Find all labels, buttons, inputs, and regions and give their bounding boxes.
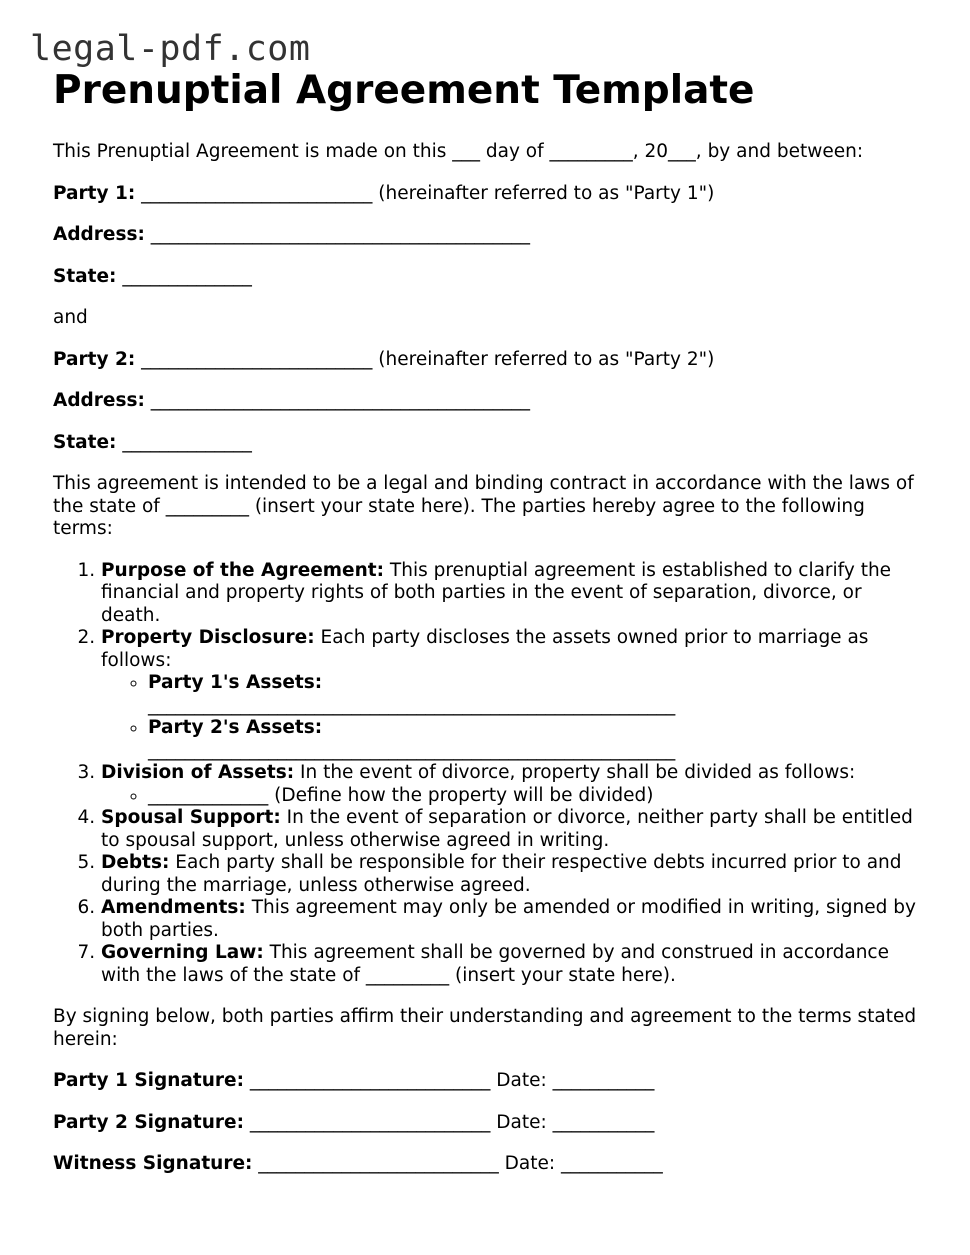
party1-name-field	[53, 183, 923, 206]
term-heading: Division of Assets:	[101, 762, 295, 783]
sub-heading: Party 1's Assets:	[148, 672, 323, 693]
sub-heading: Party 2's Assets:	[148, 717, 323, 738]
term-heading: Purpose of the Agreement:	[101, 559, 385, 581]
party2-name-label: Party 2:	[53, 348, 136, 370]
party2-state-value: ______________	[116, 431, 252, 453]
blank-line: _________________________________________________________	[148, 694, 676, 716]
party1-name-value: _________________________ (hereinafter referred to as "Party 1")	[135, 182, 715, 204]
term-text: This agreement may only be amended or modified in writing, signed by both parties.	[101, 897, 916, 941]
document-page	[53, 66, 923, 1195]
term-item	[101, 807, 923, 852]
preamble-paragraph: This agreement is intended to be a legal and binding contract in accordance with the laws of the state of _________ (insert your state here). The parties hereby agree to the following terms:	[53, 473, 914, 539]
term-text: Each party shall be responsible for their respective debts incurred prior to and during the marriage, unless otherwise agreed.	[101, 852, 902, 896]
party1-state-value: ______________	[116, 265, 252, 287]
party1-address-value: _________________________________________	[144, 224, 531, 245]
term-text: This prenuptial agreement is established to clarify the financial and property rights of both parties in the event of separation, divorce, or death.	[101, 559, 892, 626]
signature-label: Party 1 Signature:	[53, 1070, 244, 1091]
term-item	[101, 627, 923, 762]
assets-sublist	[101, 672, 923, 762]
party1-name-label: Party 1:	[53, 182, 136, 204]
party2-address-value: _________________________________________	[144, 390, 531, 411]
sub-item	[148, 672, 923, 717]
document-title: Prenuptial Agreement Template	[53, 68, 755, 113]
closing-paragraph: By signing below, both parties affirm their understanding and agreement to the terms stated herein:	[53, 1006, 917, 1050]
signature-label: Witness Signature:	[53, 1153, 253, 1174]
term-text: In the event of divorce, property shall be divided as follows:	[294, 762, 856, 783]
term-heading: Governing Law:	[101, 942, 264, 963]
term-text: In the event of separation or divorce, neither party shall be entitled to spousal support, unless otherwise agreed in writing.	[101, 807, 913, 851]
signature-line	[53, 1070, 923, 1093]
blank-line: _________________________________________________________	[148, 739, 676, 761]
party2-state-label: State:	[53, 431, 117, 453]
party2-state-field	[53, 432, 923, 455]
division-sublist	[101, 785, 923, 808]
term-heading: Property Disclosure:	[101, 627, 315, 648]
party1-state-field	[53, 266, 923, 289]
signature-value: __________________________ Date: ___________	[243, 1111, 655, 1133]
term-item	[101, 942, 923, 987]
party2-address-field	[53, 390, 923, 413]
sub-item	[148, 785, 923, 808]
signature-line	[53, 1112, 923, 1135]
term-item	[101, 762, 923, 807]
term-item	[101, 852, 923, 897]
signature-value: __________________________ Date: ___________	[252, 1153, 663, 1174]
term-text: Each party discloses the assets owned prior to marriage as follows:	[101, 627, 869, 671]
term-heading: Spousal Support:	[101, 807, 281, 828]
party2-name-value: _________________________ (hereinafter referred to as "Party 2")	[135, 348, 715, 370]
intro-paragraph: This Prenuptial Agreement is made on this ___ day of _________, 20___, by and between:	[53, 141, 864, 162]
signature-value: __________________________ Date: ___________	[243, 1070, 655, 1091]
signature-line	[53, 1153, 923, 1176]
sub-text: _____________ (Define how the property will be divided)	[148, 784, 654, 806]
and-separator: and	[53, 307, 88, 328]
term-heading: Amendments:	[101, 897, 246, 918]
term-item	[101, 897, 923, 942]
party1-address-field	[53, 224, 923, 247]
party1-state-label: State:	[53, 265, 117, 287]
sub-item	[148, 717, 923, 762]
term-text: This agreement shall be governed by and construed in accordance with the laws of the state of _________ (insert your state here).	[101, 942, 889, 986]
party1-address-label: Address:	[53, 224, 145, 245]
party2-address-label: Address:	[53, 390, 145, 411]
signature-label: Party 2 Signature:	[53, 1111, 244, 1133]
term-item	[101, 560, 923, 628]
terms-list	[53, 560, 923, 988]
site-watermark: legal-pdf.com	[30, 29, 311, 69]
party2-name-field	[53, 349, 923, 372]
term-heading: Debts:	[101, 852, 170, 873]
